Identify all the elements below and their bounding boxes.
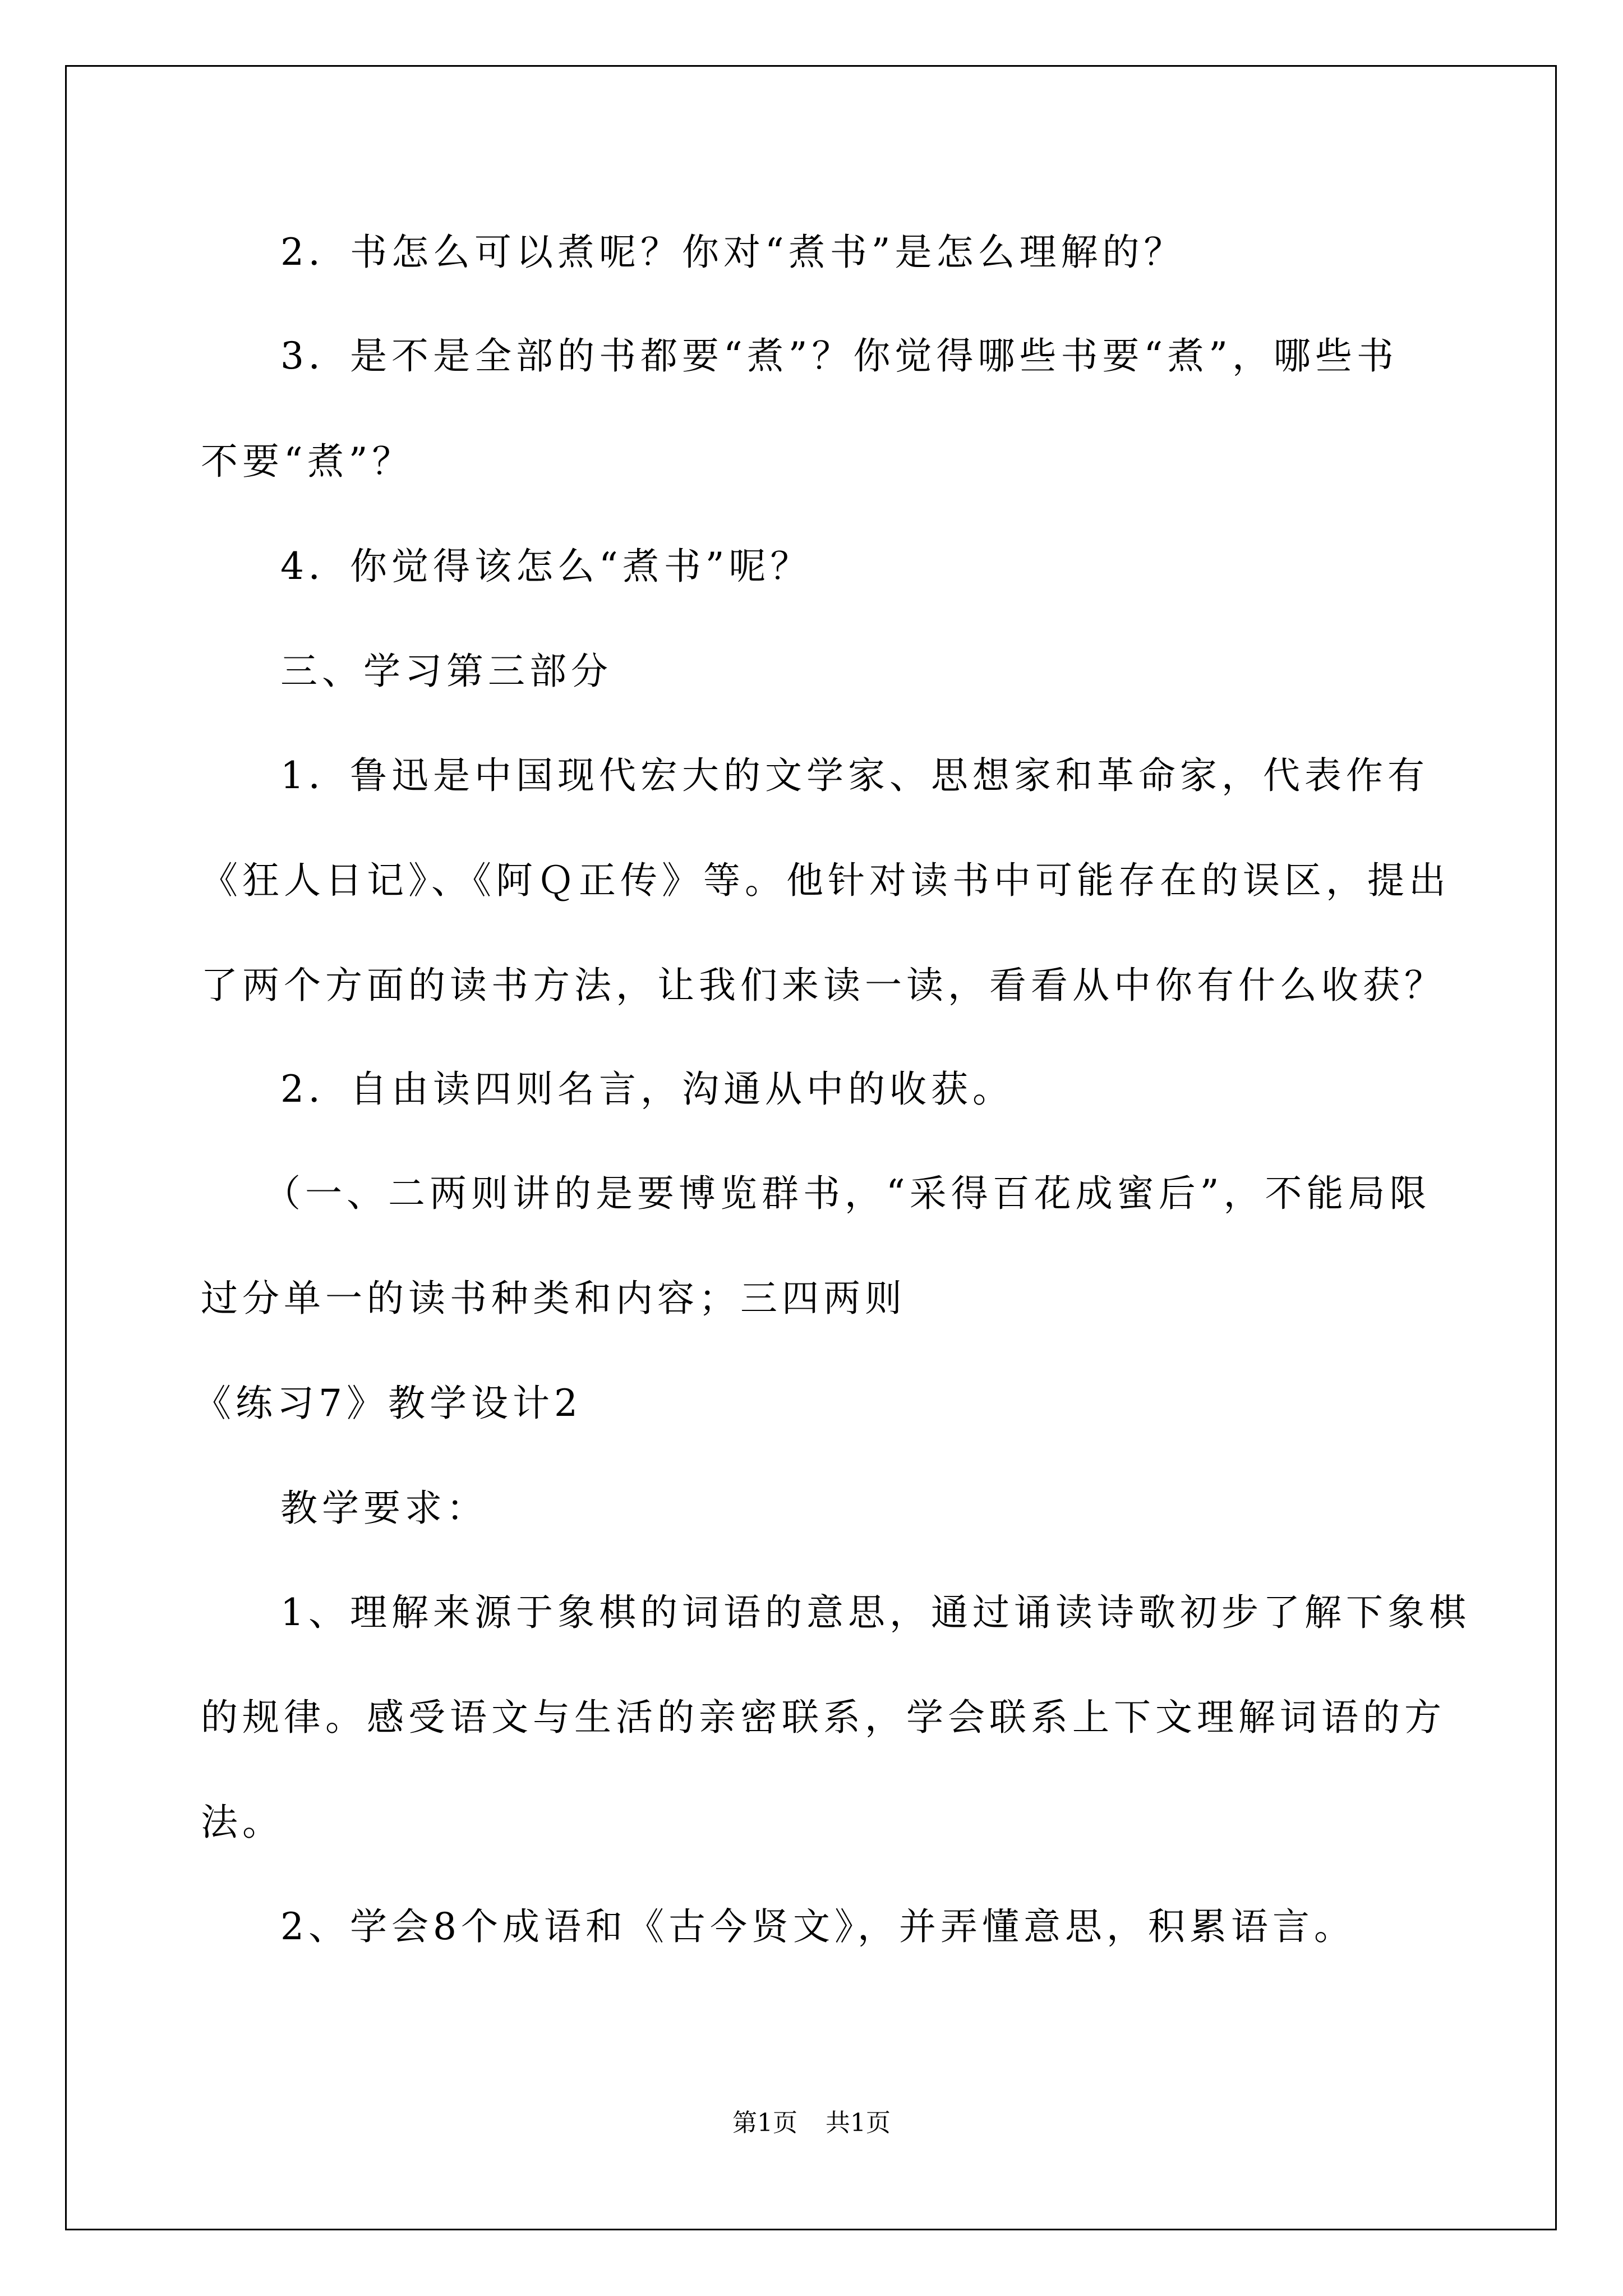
- paragraph-line: 1、理解来源于象棋的词语的意思，通过诵读诗歌初步了解下象棋: [280, 1591, 1470, 1634]
- paragraph-line: 《狂人日记》、《阿Ｑ正传》等。他针对读书中可能存在的误区，提出: [201, 859, 1450, 902]
- paragraph-line: 2、学会8个成语和《古今贤文》，并弄懂意思，积累语言。: [280, 1905, 1355, 1948]
- paragraph-line: 2．自由读四则名言，沟通从中的收获。: [280, 1068, 1014, 1111]
- paragraph-line: 1．鲁迅是中国现代宏大的文学家、思想家和革命家，代表作有: [280, 754, 1429, 797]
- paragraph-line: 的规律。感受语文与生活的亲密联系，学会联系上下文理解词语的方: [201, 1696, 1446, 1739]
- section-heading: 三、学习第三部分: [280, 650, 612, 693]
- document-title: 《练习7》教学设计2: [194, 1382, 582, 1425]
- paragraph-line: 2．书怎么可以煮呢？你对“煮书”是怎么理解的？: [280, 231, 1186, 274]
- paragraph-line: 过分单一的读书种类和内容；三四两则: [201, 1277, 906, 1320]
- page-number-total: 共1页: [826, 2109, 891, 2137]
- page-footer: [0, 2106, 1623, 2140]
- paragraph-line: 不要“煮”？: [201, 440, 414, 483]
- paragraph-line: 4．你觉得该怎么“煮书”呢？: [280, 545, 812, 588]
- page-number-current: 第1页: [732, 2109, 797, 2137]
- paragraph-line: 法。: [201, 1801, 284, 1844]
- paragraph-line: 了两个方面的读书方法，让我们来读一读，看看从中你有什么收获？: [201, 964, 1446, 1007]
- paragraph-line: （一、二两则讲的是要博览群书，“采得百花成蜜后”，不能局限: [264, 1172, 1431, 1215]
- section-heading: 教学要求：: [280, 1487, 488, 1530]
- paragraph-line: 3．是不是全部的书都要“煮”？你觉得哪些书要“煮”，哪些书: [280, 334, 1398, 378]
